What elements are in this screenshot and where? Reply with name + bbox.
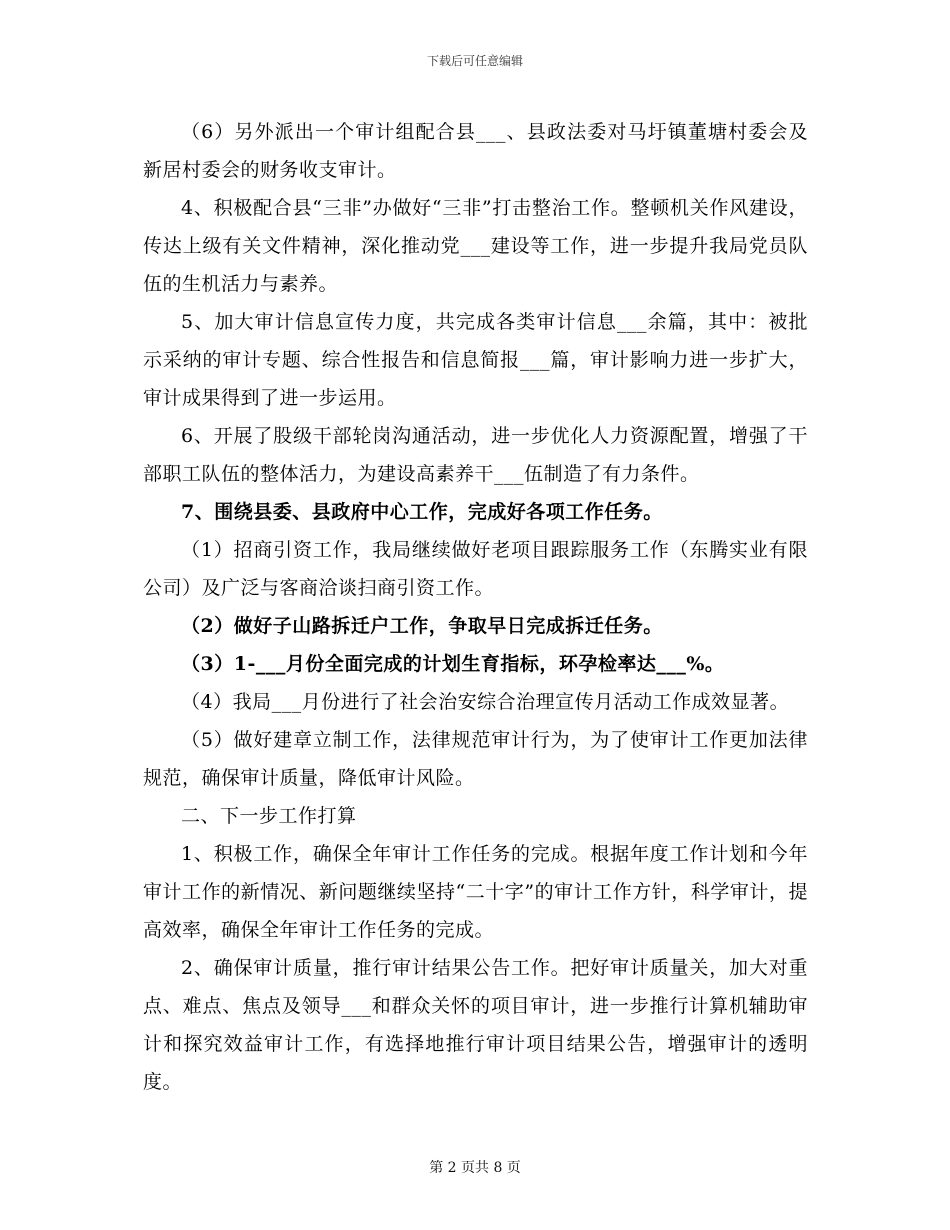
page-header: 下载后可任意编辑 <box>426 54 523 68</box>
paragraph-sub-2: （2）做好子山路拆迁户工作，争取早日完成拆迁任务。 <box>181 615 663 637</box>
paragraph-sub-3: （3）1-___月份全面完成的计划生育指标，环孕检率达___%。 <box>181 653 725 675</box>
paragraph-sub-5: （5）做好建章立制工作，法律规范审计行为，为了使审计工作更加法律规范，确保审计质量，降低审计风险。 <box>143 729 808 789</box>
paragraph-sub-4: （4）我局___月份进行了社会治安综合治理宣传月活动工作成效显著。 <box>181 691 790 713</box>
section-heading-next-steps: 二、下一步工作打算 <box>181 805 357 827</box>
paragraph-audit-team: （6）另外派出一个审计组配合县___、县政法委对马圩镇董塘村委会及新居村委会的财务收支审计。 <box>143 121 808 181</box>
paragraph-item-4: 4、积极配合县“三非”办做好“三非”打击整治工作。整顿机关作风建设，传达上级有关文件精神，深化推动党___建设等工作，进一步提升我局党员队伍的生机活力与素养。 <box>143 197 808 295</box>
paragraph-sub-1: （1）招商引资工作，我局继续做好老项目跟踪服务工作（东腾实业有限公司）及广泛与客商洽谈扫商引资工作。 <box>143 539 808 599</box>
paragraph-item-5: 5、加大审计信息宣传力度，共完成各类审计信息___余篇，其中：被批示采纳的审计专题、综合性报告和信息简报___篇，审计影响力进一步扩大，审计成果得到了进一步运用。 <box>143 311 808 409</box>
paragraph-item-6: 6、开展了股级干部轮岗沟通活动，进一步优化人力资源配置，增强了干部职工队伍的整体活力，为建设高素养干___伍制造了有力条件。 <box>143 425 808 485</box>
document-body <box>143 113 808 1101</box>
page-footer: 第 2 页共 8 页 <box>429 1160 521 1176</box>
paragraph-plan-1: 1、积极工作，确保全年审计工作任务的完成。根据年度工作计划和今年审计工作的新情况、新问题继续坚持“二十字”的审计工作方针，科学审计，提高效率，确保全年审计工作任务的完成。 <box>143 843 808 941</box>
paragraph-item-7-heading: 7、围绕县委、县政府中心工作，完成好各项工作任务。 <box>181 501 663 523</box>
paragraph-plan-2: 2、确保审计质量，推行审计结果公告工作。把好审计质量关，加大对重点、难点、焦点及领导___和群众关怀的项目审计，进一步推行计算机辅助审计和探究效益审计工作，有选择地推行审计项目结果公告，增强审计的透明度。 <box>143 957 808 1093</box>
